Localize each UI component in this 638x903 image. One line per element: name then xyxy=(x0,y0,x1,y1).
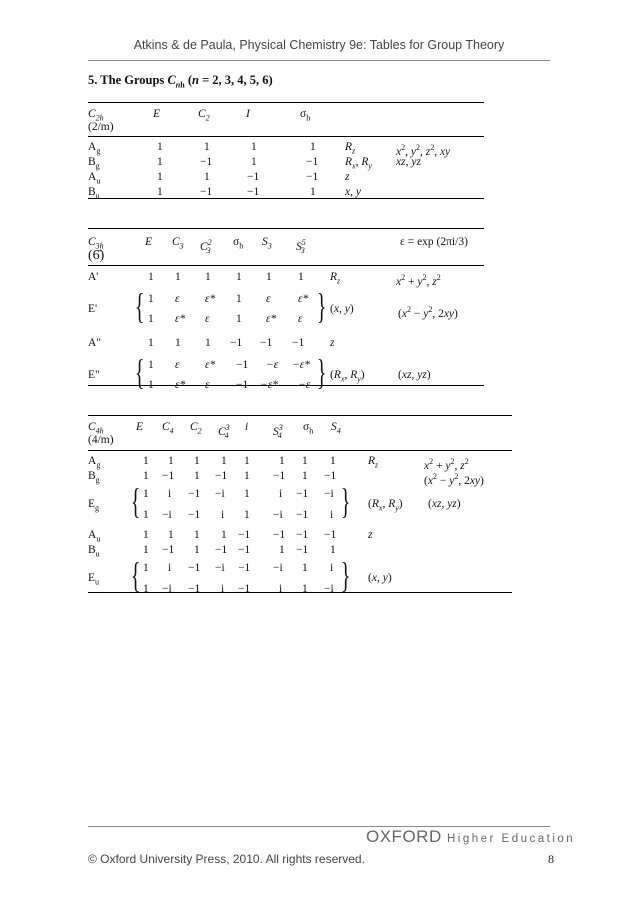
c4h-quadratic-function: ($x^2 - y^2$, 2xy) xyxy=(424,472,484,487)
c4h-irrep-label: $E_u$ xyxy=(88,572,100,587)
c4h-char-cell: 1 xyxy=(330,544,336,556)
c4h-group-label: $C_{4h}$ xyxy=(88,421,104,436)
c4h-char-cell: i xyxy=(330,509,334,521)
c4h-char-cell: −i xyxy=(273,509,283,521)
c4h-left-brace: { xyxy=(130,555,141,595)
c2h-alt-label: (2/m) xyxy=(88,121,114,133)
c4h-linear-function: $R_z$ xyxy=(368,455,379,470)
c3h-char-cell: 1 xyxy=(175,271,181,283)
c3h-char-cell: −1 xyxy=(260,337,273,349)
c4h-char-cell: −1 xyxy=(238,562,251,574)
c3h-char-cell: 1 xyxy=(148,293,154,305)
c4h-char-cell: 1 xyxy=(143,488,149,500)
c4h-irrep-label: $A_g$ xyxy=(88,455,101,470)
running-header: Atkins & de Paula, Physical Chemistry 9e: Tables for Group Theory xyxy=(133,38,505,52)
c4h-char-cell: 1 xyxy=(143,562,149,574)
c4h-right-brace: } xyxy=(340,481,351,521)
c4h-char-cell: i xyxy=(221,583,225,595)
c3h-alt-label: (6̄) xyxy=(88,248,105,263)
c4h-char-cell: −i xyxy=(324,488,334,500)
c4h-char-cell: −1 xyxy=(188,509,201,521)
c3h-op-C3-2: $C^2_3$ xyxy=(200,238,212,256)
c3h-char-cell: 1 xyxy=(236,293,242,305)
c3h-char-cell: ε xyxy=(175,359,180,371)
c3h-quadratic-function: $x^2 + y^2$, $z^2$ xyxy=(396,273,441,288)
c2h-char-cell: 1 xyxy=(157,186,163,198)
c3h-char-cell: 1 xyxy=(298,271,304,283)
c4h-op-C2: $C_2$ xyxy=(190,421,202,436)
c3h-irrep-label: E' xyxy=(88,303,98,315)
oxford-logo: OXFORD Higher Education xyxy=(366,827,576,846)
c4h-op-i: i xyxy=(245,421,249,433)
c2h-char-cell: −1 xyxy=(306,156,319,168)
c4h-top-rule xyxy=(88,415,512,416)
c2h-char-cell: 1 xyxy=(204,141,210,153)
c2h-linear-function: x, y xyxy=(345,186,361,198)
c3h-char-cell: 1 xyxy=(148,379,154,391)
c2h-irrep-label: $B_g$ xyxy=(88,156,100,171)
c4h-quadratic-function: $x^2 + y^2$, $z^2$ xyxy=(424,457,469,472)
c3h-char-cell: 1 xyxy=(236,271,242,283)
c4h-char-cell: i xyxy=(279,583,283,595)
c3h-char-cell: ε* xyxy=(298,293,309,305)
c2h-char-cell: 1 xyxy=(204,171,210,183)
c4h-char-cell: −1 xyxy=(238,583,251,595)
c4h-char-cell: −1 xyxy=(273,470,286,482)
c3h-bottom-rule xyxy=(88,385,484,386)
c4h-char-cell: −1 xyxy=(324,470,337,482)
c2h-char-cell: 1 xyxy=(310,186,316,198)
c4h-char-cell: −i xyxy=(273,562,283,574)
section-title: 5. The Groups $C_{nh}$ (n = 2, 3, 4, 5, 6) xyxy=(88,73,273,90)
c4h-char-cell: 1 xyxy=(168,529,174,541)
c4h-char-cell: 1 xyxy=(221,529,227,541)
c4h-char-cell: −i xyxy=(162,509,172,521)
c4h-irrep-label: $A_u$ xyxy=(88,529,101,544)
c4h-char-cell: −1 xyxy=(296,488,309,500)
c2h-char-cell: −1 xyxy=(247,171,260,183)
c3h-left-brace: { xyxy=(134,286,145,326)
c3h-char-cell: ε xyxy=(175,293,180,305)
c3h-char-cell: ε* xyxy=(205,359,216,371)
c3h-quadratic-function: ($x^2 - y^2$, 2xy) xyxy=(398,305,458,320)
c2h-char-cell: −1 xyxy=(200,156,213,168)
c3h-header-rule xyxy=(88,265,484,266)
c4h-char-cell: −1 xyxy=(324,529,337,541)
c4h-op-E: E xyxy=(136,421,144,433)
c2h-quadratic-function: $x^2$, $y^2$, $z^2$, xy xyxy=(396,143,451,158)
c4h-char-cell: 1 xyxy=(302,583,308,595)
c2h-char-cell: 1 xyxy=(157,171,163,183)
c4h-char-cell: 1 xyxy=(194,544,200,556)
c2h-irrep-label: $A_g$ xyxy=(88,141,101,156)
c4h-char-cell: −1 xyxy=(296,529,309,541)
c3h-char-cell: 1 xyxy=(205,271,211,283)
c3h-char-cell: 1 xyxy=(148,359,154,371)
c3h-right-brace: } xyxy=(316,352,327,392)
c4h-linear-function: z xyxy=(368,529,373,541)
c2h-linear-function: $R_z$ xyxy=(345,141,356,156)
c2h-op-sigma-h: $\sigma_h$ xyxy=(300,108,311,123)
c4h-char-cell: 1 xyxy=(143,529,149,541)
c4h-char-cell: −1 xyxy=(215,544,228,556)
c3h-epsilon-def: ε = exp (2πi/3) xyxy=(400,236,468,248)
c4h-quadratic-function: (xz, yz) xyxy=(428,498,461,510)
c3h-right-brace: } xyxy=(316,286,327,326)
c3h-op-C3: $C_3$ xyxy=(172,236,184,251)
c4h-char-cell: 1 xyxy=(279,455,285,467)
c4h-char-cell: −1 xyxy=(215,470,228,482)
c3h-left-brace: { xyxy=(134,352,145,392)
c4h-left-brace: { xyxy=(130,481,141,521)
c3h-linear-function: (x, y) xyxy=(330,303,354,315)
c3h-char-cell: −1 xyxy=(230,337,243,349)
c3h-group-label: $C_{3h}$ xyxy=(88,236,104,251)
c2h-irrep-label: $A_u$ xyxy=(88,171,101,186)
c4h-char-cell: −1 xyxy=(238,529,251,541)
c3h-char-cell: 1 xyxy=(148,271,154,283)
c3h-char-cell: ε* xyxy=(266,313,277,325)
c3h-char-cell: 1 xyxy=(148,313,154,325)
c3h-irrep-label: E" xyxy=(88,369,100,381)
c4h-char-cell: 1 xyxy=(302,455,308,467)
c2h-char-cell: −1 xyxy=(306,171,319,183)
c4h-char-cell: −1 xyxy=(162,544,175,556)
c4h-char-cell: −1 xyxy=(188,562,201,574)
c4h-right-brace: } xyxy=(340,555,351,595)
c3h-char-cell: −1 xyxy=(236,379,249,391)
c4h-char-cell: i xyxy=(168,488,172,500)
c4h-char-cell: −1 xyxy=(188,488,201,500)
c2h-char-cell: 1 xyxy=(251,156,257,168)
c4h-char-cell: 1 xyxy=(143,455,149,467)
c2h-linear-function: z xyxy=(345,171,350,183)
c3h-char-cell: −ε* xyxy=(292,359,311,371)
copyright: © Oxford University Press, 2010. All rights reserved. xyxy=(88,852,365,866)
c4h-char-cell: 1 xyxy=(221,455,227,467)
c4h-char-cell: −i xyxy=(215,488,225,500)
c4h-op-C4-3: $C^3_4$ xyxy=(218,423,230,441)
c4h-linear-function: ($R_x$, $R_y$) xyxy=(368,498,403,513)
c2h-char-cell: 1 xyxy=(157,156,163,168)
c4h-char-cell: −i xyxy=(324,583,334,595)
c3h-char-cell: −1 xyxy=(292,337,305,349)
c4h-char-cell: 1 xyxy=(194,455,200,467)
c3h-linear-function: ($R_x$, $R_y$) xyxy=(330,369,365,384)
c4h-header-rule xyxy=(88,450,512,451)
c4h-irrep-label: $B_g$ xyxy=(88,470,100,485)
c3h-irrep-label: A' xyxy=(88,271,99,283)
c4h-char-cell: i xyxy=(279,488,283,500)
c3h-quadratic-function: (xz, yz) xyxy=(398,369,431,381)
c3h-char-cell: 1 xyxy=(205,337,211,349)
c4h-irrep-label: $E_g$ xyxy=(88,498,100,513)
c4h-char-cell: −1 xyxy=(188,583,201,595)
c3h-char-cell: ε xyxy=(205,313,210,325)
c4h-op-C4: $C_4$ xyxy=(162,421,174,436)
c4h-char-cell: −i xyxy=(162,583,172,595)
c4h-char-cell: 1 xyxy=(302,470,308,482)
c4h-char-cell: i xyxy=(168,562,172,574)
c4h-char-cell: i xyxy=(221,509,225,521)
c3h-char-cell: ε xyxy=(205,379,210,391)
c3h-char-cell: 1 xyxy=(175,337,181,349)
c4h-char-cell: −i xyxy=(215,562,225,574)
c4h-char-cell: 1 xyxy=(194,529,200,541)
c3h-char-cell: −ε xyxy=(298,379,311,391)
c4h-char-cell: 1 xyxy=(244,509,250,521)
c3h-char-cell: −ε* xyxy=(260,379,279,391)
c3h-char-cell: 1 xyxy=(236,313,242,325)
c3h-op-sigma-h: $\sigma_h$ xyxy=(233,236,244,251)
c4h-char-cell: 1 xyxy=(244,455,250,467)
c2h-char-cell: 1 xyxy=(251,141,257,153)
c4h-char-cell: −1 xyxy=(238,544,251,556)
c4h-char-cell: −1 xyxy=(273,529,286,541)
c4h-char-cell: −1 xyxy=(162,470,175,482)
c3h-top-rule xyxy=(88,228,484,229)
c2h-char-cell: 1 xyxy=(310,141,316,153)
c3h-op-E: E xyxy=(145,236,153,248)
c4h-linear-function: (x, y) xyxy=(368,572,392,584)
c3h-char-cell: ε xyxy=(298,313,303,325)
c4h-char-cell: 1 xyxy=(143,583,149,595)
c2h-char-cell: −1 xyxy=(200,186,213,198)
c4h-op-sigma-h: $\sigma_h$ xyxy=(303,421,314,436)
c4h-char-cell: 1 xyxy=(143,544,149,556)
c2h-op-I: I xyxy=(246,108,250,120)
c4h-char-cell: 1 xyxy=(168,455,174,467)
c2h-quadratic-function: xz, yz xyxy=(396,156,421,168)
c4h-char-cell: i xyxy=(330,562,334,574)
c4h-char-cell: 1 xyxy=(244,488,250,500)
c3h-char-cell: −ε xyxy=(266,359,279,371)
c2h-char-cell: 1 xyxy=(157,141,163,153)
header-rule xyxy=(88,60,550,61)
c4h-char-cell: −1 xyxy=(296,544,309,556)
c2h-char-cell: −1 xyxy=(247,186,260,198)
c4h-char-cell: 1 xyxy=(302,562,308,574)
c2h-header-rule xyxy=(88,136,484,137)
c4h-irrep-label: $B_u$ xyxy=(88,544,100,559)
c2h-irrep-label: $B_u$ xyxy=(88,186,100,201)
c4h-alt-label: (4/m) xyxy=(88,434,114,446)
c4h-op-S4: $S_4$ xyxy=(331,421,341,436)
c3h-op-S3: $S_3$ xyxy=(262,236,272,251)
c4h-char-cell: 1 xyxy=(279,544,285,556)
c3h-linear-function: z xyxy=(330,337,335,349)
c3h-char-cell: ε xyxy=(266,293,271,305)
c3h-char-cell: 1 xyxy=(148,337,154,349)
c2h-group-label: $C_{2h}$ xyxy=(88,108,104,123)
c3h-char-cell: ε* xyxy=(175,313,186,325)
c4h-char-cell: 1 xyxy=(330,455,336,467)
c3h-char-cell: ε* xyxy=(175,379,186,391)
c2h-top-rule xyxy=(88,102,484,103)
c3h-irrep-label: A" xyxy=(88,337,101,349)
c4h-bottom-rule xyxy=(88,592,512,593)
c3h-op-S3-5: $S^5_3$ xyxy=(296,238,306,256)
c3h-char-cell: −1 xyxy=(236,359,249,371)
c3h-char-cell: 1 xyxy=(266,271,272,283)
c4h-char-cell: −1 xyxy=(296,509,309,521)
c4h-char-cell: 1 xyxy=(143,470,149,482)
c3h-char-cell: ε* xyxy=(205,293,216,305)
c4h-char-cell: 1 xyxy=(194,470,200,482)
c4h-op-S4-3: $S^3_4$ xyxy=(273,423,283,441)
c4h-char-cell: 1 xyxy=(244,470,250,482)
c4h-char-cell: 1 xyxy=(143,509,149,521)
page-number: 8 xyxy=(548,852,554,866)
c2h-op-C2: $C_2$ xyxy=(198,108,210,123)
c3h-linear-function: $R_z$ xyxy=(330,271,341,286)
c2h-bottom-rule xyxy=(88,198,484,199)
c2h-linear-function: $R_x$, $R_y$ xyxy=(345,156,372,171)
c2h-op-E: E xyxy=(153,108,161,120)
